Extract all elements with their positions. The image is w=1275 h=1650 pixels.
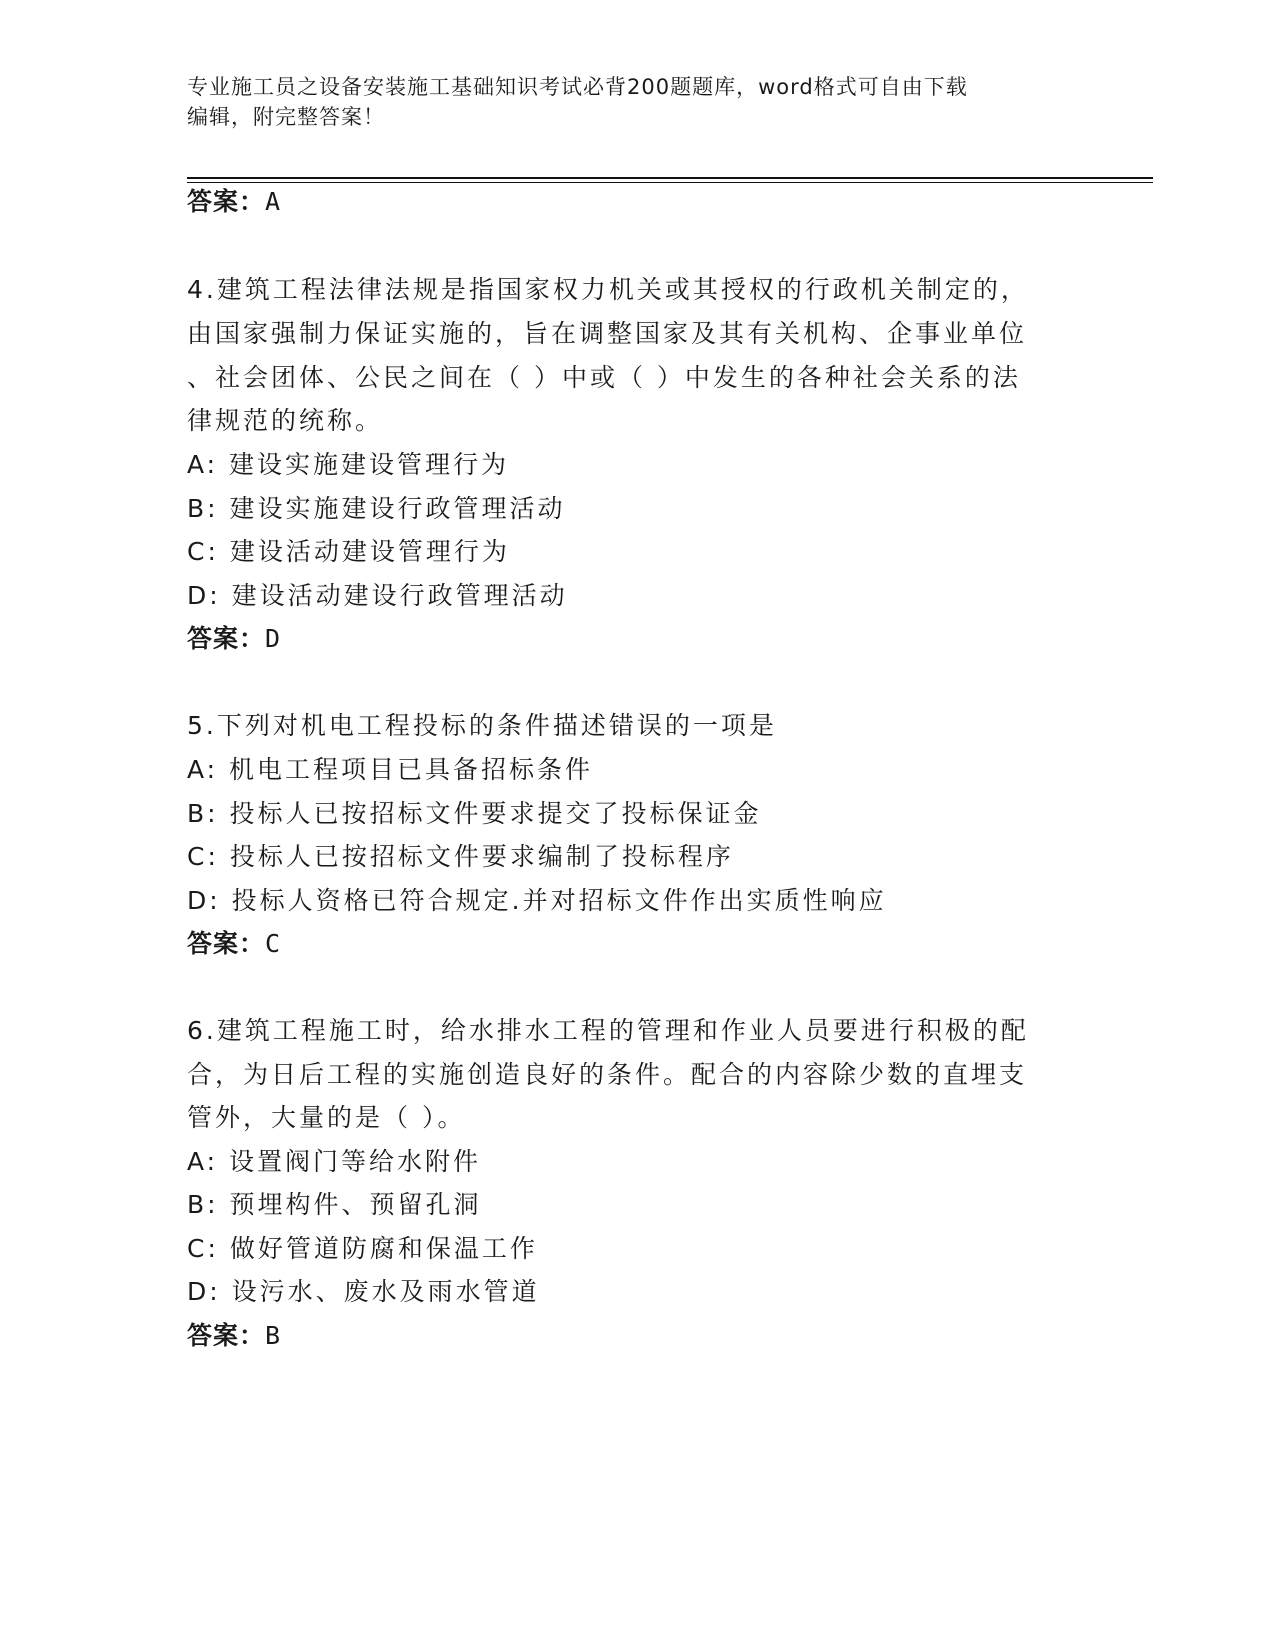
answer-line xyxy=(187,186,281,218)
answer-value: D xyxy=(265,624,282,653)
question-5-answer xyxy=(187,928,281,960)
document-header xyxy=(187,72,1067,132)
question-4-answer xyxy=(187,623,281,655)
header-divider-thin xyxy=(187,182,1153,183)
question-4-text-line-3: 、社会团体、公民之间在（ ）中或（ ）中发生的各种社会关系的法 xyxy=(187,363,1021,392)
question-6-text-line-1: 6.建筑工程施工时，给水排水工程的管理和作业人员要进行积极的配 xyxy=(187,1016,1029,1045)
question-6-option-c: C: 做好管道防腐和保温工作 xyxy=(187,1234,538,1263)
question-4-option-b: B: 建设实施建设行政管理活动 xyxy=(187,494,566,523)
answer-label: 答案： xyxy=(187,1321,266,1350)
question-4-option-d: D: 建设活动建设行政管理活动 xyxy=(187,581,568,610)
answer-label: 答案： xyxy=(187,187,266,216)
question-4-text-line-2: 由国家强制力保证实施的，旨在调整国家及其有关机构、企事业单位 xyxy=(187,319,1028,348)
answer-value: B xyxy=(265,1321,282,1350)
question-6-text-line-3: 管外，大量的是（ ）。 xyxy=(187,1103,466,1132)
question-6-option-a: A: 设置阀门等给水附件 xyxy=(187,1147,482,1176)
question-4-option-a: A: 建设实施建设管理行为 xyxy=(187,450,510,479)
question-4-text-line-1: 4.建筑工程法律法规是指国家权力机关或其授权的行政机关制定的， xyxy=(187,275,1029,304)
question-5-option-c: C: 投标人已按招标文件要求编制了投标程序 xyxy=(187,842,734,871)
question-6-option-b: B: 预埋构件、预留孔洞 xyxy=(187,1190,482,1219)
question-5-text-line-1: 5.下列对机电工程投标的条件描述错误的一项是 xyxy=(187,711,777,740)
answer-value: C xyxy=(265,929,282,958)
question-4-text-line-4: 律规范的统称。 xyxy=(187,406,384,435)
question-6-answer xyxy=(187,1320,281,1352)
answer-label: 答案： xyxy=(187,929,266,958)
header-line-1: 专业施工员之设备安装施工基础知识考试必背200题题库，word格式可自由下载 xyxy=(187,75,968,99)
question-6-option-d: D: 设污水、废水及雨水管道 xyxy=(187,1277,540,1306)
header-line-2: 编辑，附完整答案！ xyxy=(187,105,385,129)
question-5-option-b: B: 投标人已按招标文件要求提交了投标保证金 xyxy=(187,799,762,828)
question-5-option-a: A: 机电工程项目已具备招标条件 xyxy=(187,755,594,784)
answer-label: 答案： xyxy=(187,624,266,653)
question-5-option-d: D: 投标人资格已符合规定.并对招标文件作出实质性响应 xyxy=(187,886,887,915)
header-divider-thick xyxy=(187,177,1153,179)
question-6-text-line-2: 合，为日后工程的实施创造良好的条件。配合的内容除少数的直埋支 xyxy=(187,1060,1028,1089)
question-4-option-c: C: 建设活动建设管理行为 xyxy=(187,537,510,566)
answer-value: A xyxy=(265,187,282,216)
